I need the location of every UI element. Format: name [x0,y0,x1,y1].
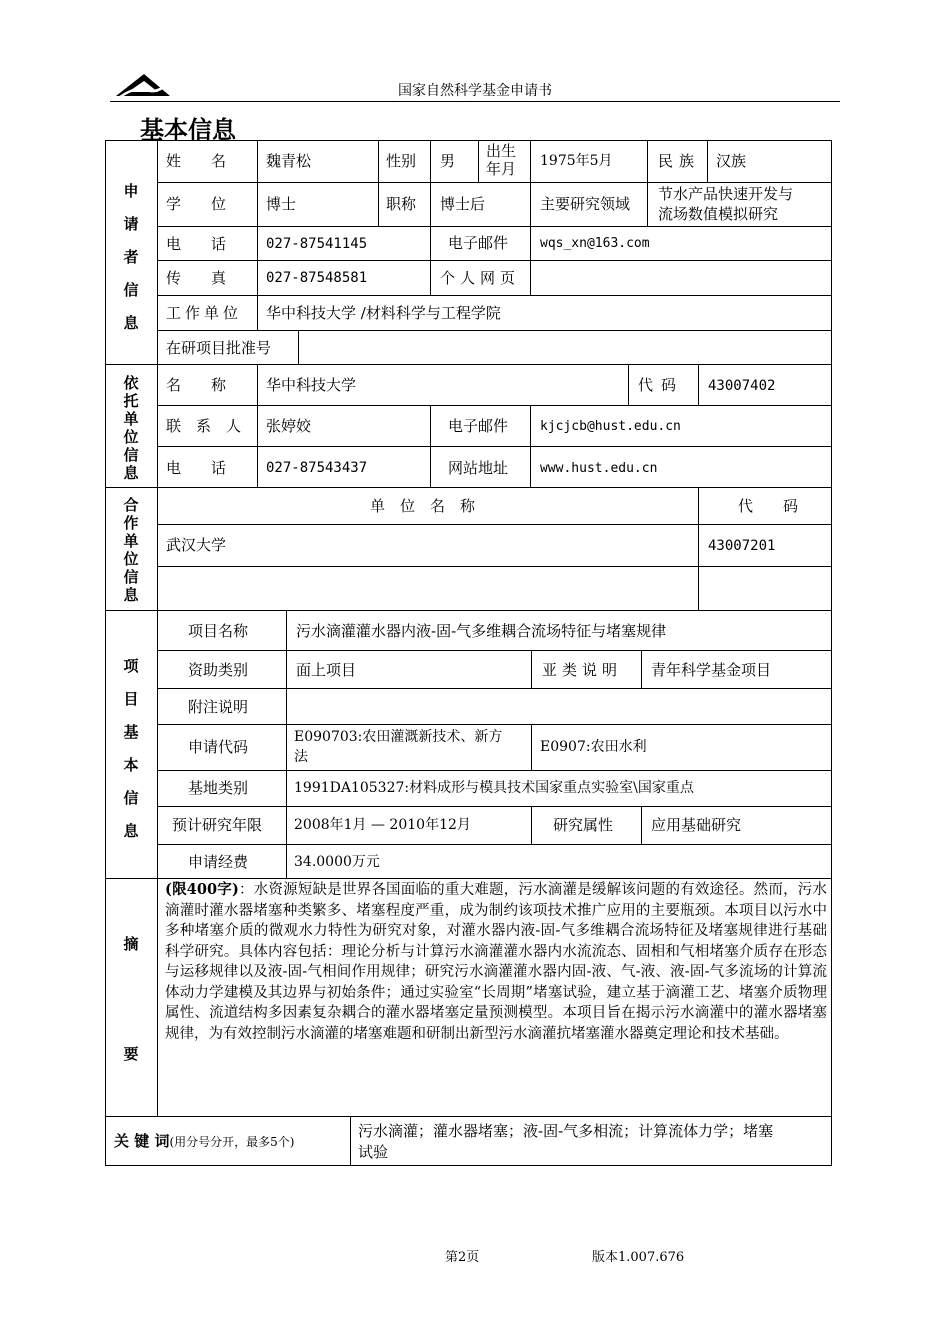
employer-value: 华中科技大学 /材料科学与工程学院 [266,304,501,322]
host-email-label: 电子邮件 [448,417,509,435]
subcat-label: 亚类说明 [542,661,623,679]
host-contact: 张婷姣 [266,417,312,435]
abstract-text: ：水资源短缺是世界各国面临的重大难题，污水滴灌是缓解该问题的有效途径。然而，污水滴灌时灌水器堵塞种类繁多、堵塞程度严重，成为制约该项技术推广应用的主要瓶颈。本项目以污水中多种堵塞介质的微观水力特性为研究对象，对灌水器内液-固-气多维耦合流场特征及堵塞规律进行基础科学研究。具体内容包括：理论分析与计算污水滴灌灌水器内水流流态、固相和气相堵塞介质存在形态与运移规律以及液-固-气相间作用规律；研究污水滴灌灌水器内固-液、气-液、液-固-气多流场的计算流体动力学建模及其边界与初始条件；通过实验室“长周期”堵塞试验，建立基于滴灌工艺、堵塞介质物理属性、流道结构多因素复杂耦合的灌水器堵塞定量预测模型。本项目旨在揭示污水滴灌中的灌水器堵塞规律，为有效控制污水滴灌的堵塞难题和研制出新型污水滴灌抗堵塞灌水器奠定理论和技术基础。 [165,882,827,1042]
applicant-name: 魏青松 [266,152,312,170]
host-email: kjcjcb@hust.edu.cn [540,419,681,434]
keywords-line1: 污水滴灌；灌水器堵塞；液-固-气多相流；计算流体力学；堵塞 [358,1122,774,1140]
note-label: 附注说明 [188,698,249,716]
title-label: 职称 [386,195,417,213]
project-name: 污水滴灌灌水器内液-固-气多维耦合流场特征与堵塞规律 [296,622,667,640]
apply-code-1-line1: E090703:农田灌溉新技术、新方 [294,729,503,745]
abstract-label-1: 摘 [123,935,139,953]
ethnicity-label: 民族 [658,152,701,170]
period-label: 预计研究年限 [172,816,263,834]
keywords-line2: 试验 [358,1143,389,1161]
attr-label: 研究属性 [553,816,614,834]
keywords-title: 关 键 词 [114,1132,170,1150]
birth-label [486,142,516,178]
title-value: 博士后 [440,195,486,213]
attr-value: 应用基础研究 [651,816,742,834]
degree-value: 博士 [266,195,297,213]
host-contact-label: 联 系 人 [166,417,242,435]
email-label: 电子邮件 [448,234,509,252]
partner-code-header: 代 码 [738,497,799,515]
phone-label: 电 话 [166,235,227,253]
fax-label: 传 真 [166,269,227,287]
partner-row-1-code: 43007201 [708,538,776,554]
keywords-label [114,1131,294,1152]
fax-value: 027-87548581 [266,270,368,286]
period-value: 2008年1月 — 2010年12月 [294,817,471,833]
birth-value: 1975年5月 [540,153,613,169]
version-number: 版本1.007.676 [592,1250,685,1265]
host-phone-label: 电 话 [166,459,227,477]
section-title: 基本信息 [140,116,236,144]
budget-label: 申请经费 [188,853,249,871]
name-label: 姓 名 [166,152,227,170]
homepage-label: 个人网页 [440,269,521,287]
apply-code-1-line2: 法 [294,749,308,765]
field-label: 主要研究领域 [540,195,631,213]
apply-code-2: E0907:农田水利 [540,739,647,755]
apply-code-label: 申请代码 [188,738,249,756]
field-value-line2: 流场数值模拟研究 [658,205,779,223]
email-value: wqs_xn@163.com [540,236,650,251]
keywords-hint: (用分号分开，最多5个) [169,1135,295,1149]
page-number: 第2页 [445,1250,480,1265]
abstract-limit: (限400字) [165,881,239,898]
degree-label: 学 位 [166,195,227,213]
partner-name-header: 单 位 名 称 [370,497,476,515]
document-title: 国家自然科学基金申请书 [398,83,552,99]
birth-label-line2: 年月 [486,160,517,178]
base-label: 基地类别 [188,779,249,797]
host-code-label: 代码 [638,376,685,394]
ethnicity-value: 汉族 [716,152,747,170]
approval-label: 在研项目批准号 [166,339,272,357]
gender-value: 男 [440,152,456,170]
host-website: www.hust.edu.cn [540,461,658,476]
host-group-label: 依 托 单 位 信 息 [123,374,139,482]
host-name: 华中科技大学 [266,376,357,394]
host-code: 43007402 [708,378,776,394]
host-phone: 027-87543437 [266,460,368,476]
abstract-text-block [165,880,827,1044]
project-name-label: 项目名称 [188,622,249,640]
subcat-value: 青年科学基金项目 [651,661,772,679]
gender-label: 性别 [386,152,417,170]
budget-value: 34.0000万元 [294,854,380,870]
header-rule [110,101,840,102]
applicant-group-label: 申 请 者 信 息 [123,182,139,332]
birth-label-line1: 出生 [486,142,517,160]
funding-label: 资助类别 [188,661,249,679]
field-value-line1: 节水产品快速开发与 [658,185,794,203]
base-value: 1991DA105327:材料成形与模具技术国家重点实验室\国家重点 [294,780,694,796]
host-website-label: 网站地址 [448,459,509,477]
abstract-label-2: 要 [123,1045,139,1063]
phone-value: 027-87541145 [266,236,368,252]
host-name-label: 名 称 [166,376,227,394]
partner-row-1-name: 武汉大学 [166,536,227,554]
employer-label: 工作单位 [166,304,243,322]
funding-value: 面上项目 [296,661,357,679]
project-group-label: 项 目 基 本 信 息 [123,657,139,840]
partner-group-label: 合 作 单 位 信 息 [123,496,139,604]
